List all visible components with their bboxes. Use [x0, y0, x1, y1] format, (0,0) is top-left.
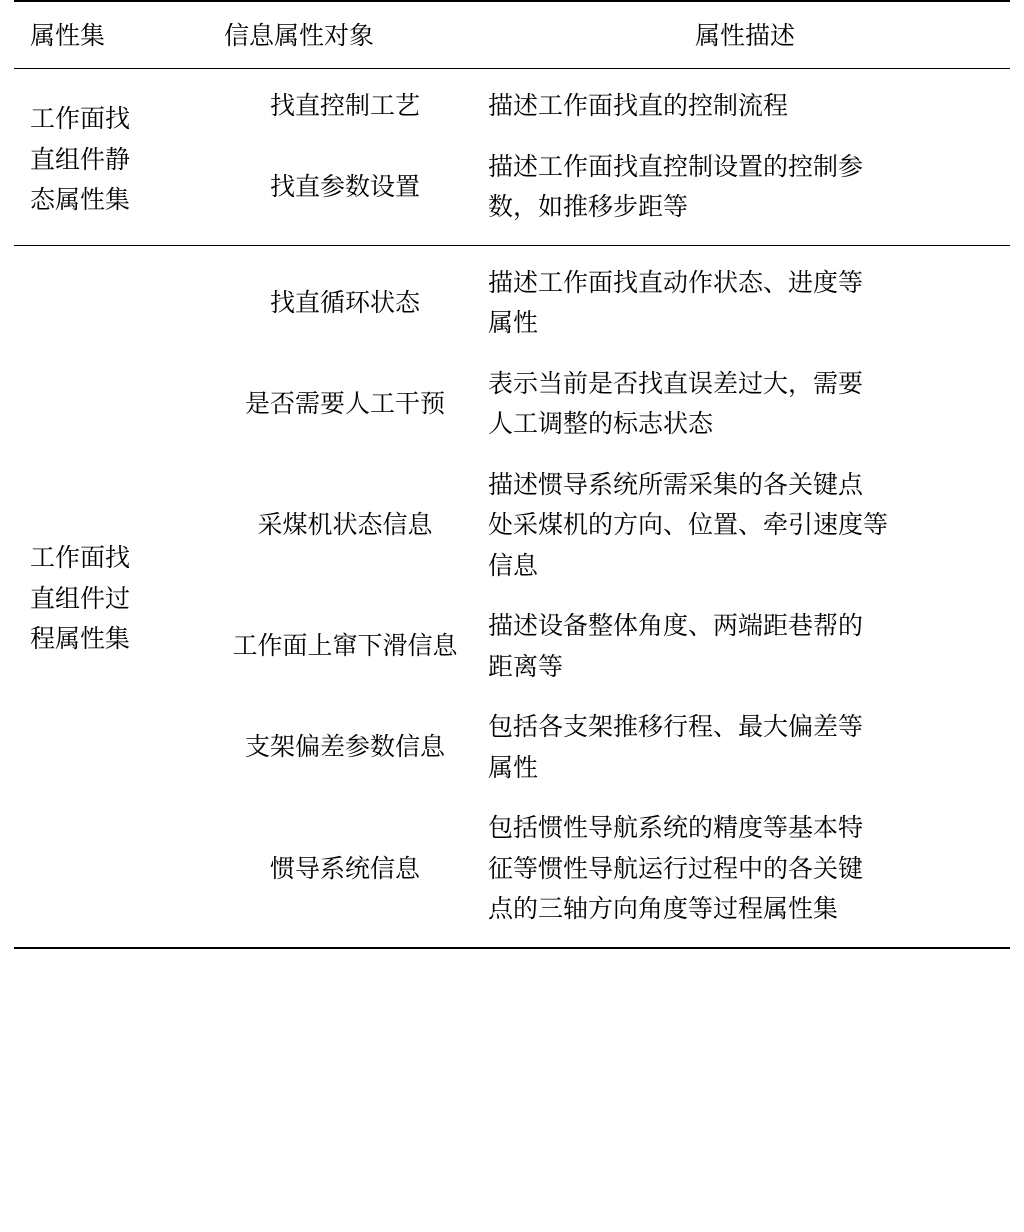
group-line: 直组件过	[30, 585, 131, 613]
object-cell: 找直控制工艺	[269, 93, 420, 120]
description-cell	[480, 597, 1010, 698]
description-line: 处采煤机的方向、位置、牵引速度等	[488, 512, 889, 539]
table-header-row	[14, 1, 1010, 69]
description-cell	[480, 698, 1010, 799]
description-line: 描述设备整体角度、两端距巷帮的	[488, 613, 864, 640]
description-line: 人工调整的标志状态	[488, 411, 714, 438]
description-cell	[480, 355, 1010, 456]
group-line: 程属性集	[30, 626, 131, 654]
description-line: 描述工作面找直控制设置的控制参	[488, 153, 864, 181]
object-cell: 工作面上窜下滑信息	[232, 633, 458, 661]
description-line: 征等惯性导航运行过程中的各关键	[488, 855, 864, 883]
object-cell: 惯导系统信息	[269, 855, 420, 883]
table-row	[14, 245, 1010, 355]
table-row	[14, 69, 1010, 138]
description-line: 点的三轴方向角度等过程属性集	[488, 896, 839, 923]
description-line: 包括惯性导航系统的精度等基本特	[488, 815, 864, 842]
table-head	[14, 1, 1010, 69]
column-header-attribute-set: 属性集	[30, 23, 106, 50]
description-line: 属性	[488, 754, 539, 782]
description-cell	[480, 456, 1010, 598]
table-body	[14, 69, 1010, 949]
description-line: 描述惯导系统所需采集的各关键点	[488, 471, 864, 499]
description-line: 描述工作面找直动作状态、进度等	[488, 269, 864, 297]
column-header-description: 属性描述	[694, 23, 795, 50]
description-cell	[480, 138, 1010, 246]
group-line: 态属性集	[30, 187, 131, 214]
group-line: 工作面找	[30, 106, 131, 133]
attribute-table	[14, 0, 1010, 949]
description-cell	[480, 69, 1010, 138]
object-cell: 找直参数设置	[269, 173, 420, 201]
description-line: 表示当前是否找直误差过大，需要	[488, 370, 864, 398]
rule-cell	[14, 948, 1010, 949]
object-cell: 找直循环状态	[269, 289, 420, 317]
object-cell: 采煤机状态信息	[257, 512, 433, 539]
description-cell	[480, 245, 1010, 355]
group-line: 直组件静	[30, 146, 131, 174]
group-cell-process-set	[14, 245, 210, 948]
description-line: 描述工作面找直的控制流程	[488, 93, 789, 120]
group-line: 工作面找	[30, 545, 131, 573]
table-bottom-rule	[14, 948, 1010, 949]
description-line: 包括各支架推移行程、最大偏差等	[488, 714, 864, 741]
description-line: 距离等	[488, 653, 564, 681]
description-line: 属性	[488, 310, 539, 337]
column-header-info-object: 信息属性对象	[224, 23, 375, 50]
description-cell	[480, 799, 1010, 948]
object-cell: 支架偏差参数信息	[244, 734, 445, 762]
group-cell-static-set	[14, 69, 210, 246]
object-cell: 是否需要人工干预	[244, 390, 445, 418]
description-line: 信息	[488, 552, 539, 580]
description-line: 数，如推移步距等	[488, 194, 689, 221]
